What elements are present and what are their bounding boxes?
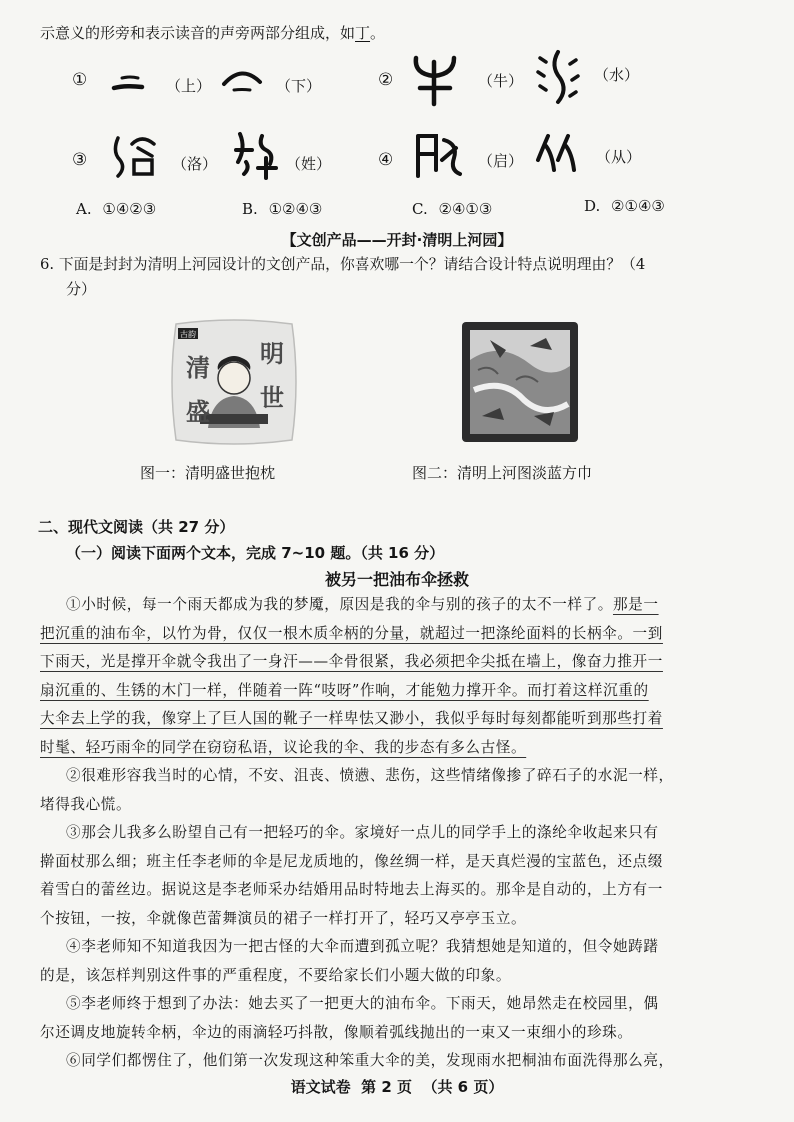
- option-c[interactable]: [412, 200, 492, 218]
- paragraph-line: ④李老师知不知道我因为一把古怪的大伞而遭到孤立呢？我猜想她是知道的，但令她踌躇: [66, 938, 659, 955]
- pillow-image: [168, 318, 300, 446]
- option-text: ②①④③: [611, 197, 665, 215]
- paragraph-line: 时髦、轻巧雨伞的同学在窃窃私语，议论我的伞、我的步态有多么古怪。: [40, 738, 527, 756]
- q5-item-3: [72, 150, 87, 170]
- paragraph-line: 扇沉重的、生锈的木门一样，伴随着一阵“吱呀”作响，才能勉力撑开伞。而打着这样沉重的: [40, 681, 649, 699]
- paragraph-line: ⑥同学们都愣住了，他们第一次发现这种笨重大伞的美，发现雨水把桐油布面洗得那么亮，: [66, 1052, 674, 1069]
- figure-1-caption: 图一：清明盛世抱枕: [140, 464, 276, 482]
- oracle-glyph-xia: [220, 62, 264, 102]
- scarf-image: [460, 320, 580, 444]
- option-text: ②④①③: [438, 200, 493, 218]
- gloss-shui: （水）: [594, 66, 640, 84]
- oracle-glyph-qi: [412, 130, 464, 180]
- item-number: ②: [378, 70, 394, 90]
- gloss-xing: （姓）: [286, 155, 332, 173]
- oracle-glyph-cong: [534, 130, 584, 176]
- paragraph-line: 把沉重的油布伞，以竹为骨，仅仅一根木质伞柄的分量，就超过一把涤纶面料的长柄伞。一到: [40, 624, 663, 642]
- option-b[interactable]: [242, 200, 322, 218]
- q5-intro-example: 丁: [355, 24, 371, 42]
- q5-intro-end: 。: [370, 24, 386, 42]
- gloss-xia: （下）: [276, 77, 322, 95]
- gloss-shang: （上）: [166, 77, 212, 95]
- paragraph-line: 尔还调皮地旋转伞柄，伞边的雨滴轻巧抖散，像顺着弧线抛出的一束又一束细小的珍珠。: [40, 1023, 633, 1041]
- oracle-glyph-xing: [232, 128, 280, 184]
- q5-item-1: [72, 70, 87, 90]
- figure-2-caption: 图二：清明上河图淡蓝方巾: [412, 464, 593, 482]
- page-footer: 语文试卷 第 2 页 （共 6 页）: [290, 1078, 504, 1096]
- q5-item-4: [378, 150, 393, 170]
- pillow-tag: 古韵: [180, 330, 196, 339]
- paragraph-line: 下雨天，光是撑开伞就令我出了一身汗——伞骨很紧，我必须把伞尖抵在墙上，像奋力推开一: [40, 653, 663, 670]
- oracle-glyph-shang: [108, 68, 150, 102]
- article-title: 被另一把油布伞拯救: [324, 570, 469, 589]
- option-text: ①④②③: [102, 200, 157, 218]
- paragraph-line: ③那会儿我多么盼望自己有一把轻巧的伞。家境好一点儿的同学手上的涤纶伞收起来只有: [66, 824, 659, 841]
- option-d[interactable]: [584, 197, 665, 215]
- section-heading: 二、现代文阅读（共 27 分）: [38, 518, 235, 536]
- paragraph-line: ②很难形容我当时的心情，不安、沮丧、愤懑、悲伤，这些情绪像掺了碎石子的水泥一样，: [66, 767, 674, 784]
- section-subheading: （一）阅读下面两个文本，完成 7~10 题。（共 16 分）: [66, 544, 445, 562]
- paragraph-line: 个按钮，一按，伞就像芭蕾舞演员的裙子一样打开了，轻巧又亭亭玉立。: [40, 909, 527, 927]
- option-label: D.: [584, 197, 601, 215]
- item-number: ③: [72, 150, 88, 170]
- pillow-char: 明: [260, 340, 284, 368]
- option-label: C.: [412, 200, 428, 218]
- pillow-char: 清: [186, 354, 210, 382]
- pillow-char: 盛: [186, 398, 210, 426]
- paragraph-line: ⑤李老师终于想到了办法：她去买了一把更大的油布伞。下雨天，她昂然走在校园里，偶: [66, 995, 659, 1012]
- oracle-glyph-niu: [408, 52, 462, 108]
- gloss-luo: （洛）: [172, 155, 218, 173]
- option-label: B.: [242, 200, 258, 218]
- q5-intro-text: 示意义的形旁和表示读音的声旁两部分组成，如: [40, 24, 356, 42]
- paragraph-line: 着雪白的蕾丝边。据说这是李老师采办结婚用品时特地去上海买的。那伞是自动的，上方有一: [40, 881, 663, 898]
- pillow-char: 世: [260, 384, 284, 412]
- gloss-qi: （启）: [478, 152, 524, 170]
- oracle-glyph-shui: [532, 48, 584, 106]
- article-body: [40, 591, 760, 1076]
- paragraph-line: 的是，该怎样判别这件事的严重程度，不要给家长们小题大做的印象。: [40, 966, 512, 984]
- gloss-cong: （从）: [596, 148, 642, 166]
- item-number: ④: [378, 150, 394, 170]
- paragraph-line: 堵得我心慌。: [40, 795, 132, 813]
- option-a[interactable]: [76, 200, 156, 218]
- paragraph-line: ①小时候，每一个雨天都成为我的梦魇，原因是我的伞与别的孩子的太不一样了。那是一: [66, 596, 659, 613]
- paragraph-line: 大伞去上学的我，像穿上了巨人国的靴子一样卑怯又渺小，我似乎每时每刻都能听到那些打着: [40, 710, 663, 727]
- paragraph-line: 擀面杖那么细；班主任李老师的伞是尼龙质地的，像丝绸一样，是天真烂漫的宝蓝色，还点缀: [40, 852, 663, 870]
- oracle-glyph-luo: [108, 130, 162, 182]
- gloss-niu: （牛）: [478, 72, 524, 90]
- item-number: ①: [72, 70, 88, 90]
- option-label: A.: [76, 200, 92, 218]
- q5-item-2: [378, 70, 393, 90]
- section-banner: 【文创产品——开封·清明上河园】: [281, 231, 513, 249]
- option-text: ①②④③: [268, 200, 323, 218]
- q5-intro: [40, 22, 385, 44]
- q6-prompt: 6. 下面是封封为清明上河园设计的文创产品，你喜欢哪一个？请结合设计特点说明理由？（4: [40, 256, 646, 273]
- q6-prompt-cont: 分）: [66, 280, 97, 298]
